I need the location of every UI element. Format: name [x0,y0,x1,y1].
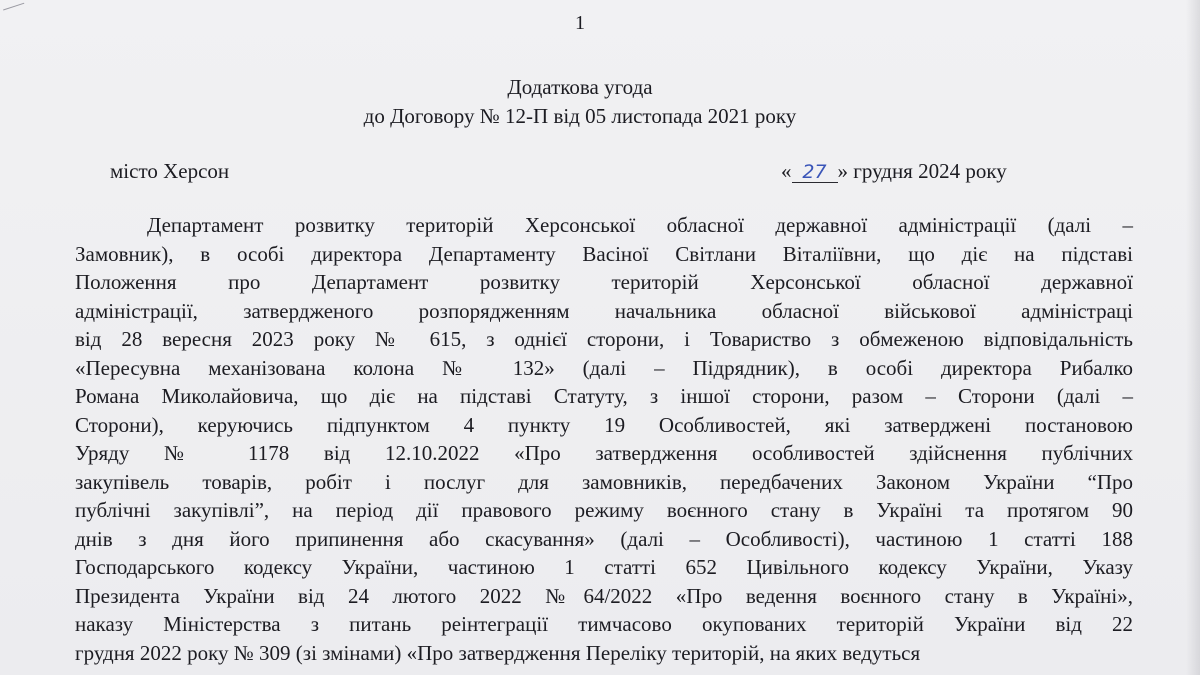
scan-corner-mark [0,0,24,10]
paragraph-line: «Пересувна механізована колона № 132» (далі – Підрядник), в особі директора Рибалко [75,355,1133,380]
agreement-preamble [75,211,1133,667]
date-open-quote: « [781,159,792,183]
paragraph-line: Господарського кодексу України, частиною 1 статті 652 Цивільного кодексу України, Указу [75,555,1133,579]
document-title [0,73,1160,131]
paragraph-line: Уряду № 1178 від 12.10.2022 «Про затвердження особливостей здійснення публічних [75,441,1133,465]
paragraph-line: наказу Міністерства з питань реінтеграції тимчасово окупованих територій України від 22 [75,612,1133,636]
paragraph-line: Сторони), керуючись підпунктом 4 пункту 19 Особливостей, які затверджені постановою [75,412,1133,437]
paragraph-line: адміністрації, затвердженого розпорядженням начальника обласної військової адміністраці [75,298,1133,323]
paragraph-line: закупівель товарів, робіт і послуг для замовників, передбачених Законом України “Про [75,469,1133,494]
document-date [781,159,1007,184]
date-day-handwritten: 27 [792,162,838,183]
date-month-year: » грудня 2024 року [837,159,1007,183]
paragraph-line: Замовник), в особі директора Департаменту Васіної Світлани Віталіївни, що діє на підставі [75,241,1133,266]
title-line-2: до Договору № 12-П від 05 листопада 2021 року [363,104,797,128]
place-of-signing: місто Херсон [110,159,230,183]
paragraph-line: Положення про Департамент розвитку територій Херсонської обласної державної [75,270,1133,294]
paragraph-line: Президента України від 24 лютого 2022 №64/2022 «Про ведення воєнного стану в Україні», [75,583,1133,608]
paragraph-line: Департамент розвитку територій Херсонської обласної державної адміністрації (далі – [147,213,1133,237]
paragraph-line: від 28 вересня 2023 року № 615, з однієї сторони, і Товариство з обмеженою відповідальність [75,327,1133,351]
page-number: 1 [575,12,585,34]
paragraph-line: грудня 2022 року № 309 (зі змінами) «Про затвердження Переліку територій, на яких ведуться [75,640,921,665]
paragraph-line: днів з дня його припинення або скасування» (далі – Особливості), частиною 1 статті 188 [75,526,1133,551]
title-line-1: Додаткова угода [507,75,653,99]
paragraph-line: публічні закупівлі”, на період дії правового режиму воєнного стану в Україні та протягом 90 [75,498,1133,522]
paragraph-line: Романа Миколайовича, що діє на підставі Статуту, з іншої сторони, разом – Сторони (далі – [75,384,1133,408]
scan-edge-shadow [1186,0,1200,675]
